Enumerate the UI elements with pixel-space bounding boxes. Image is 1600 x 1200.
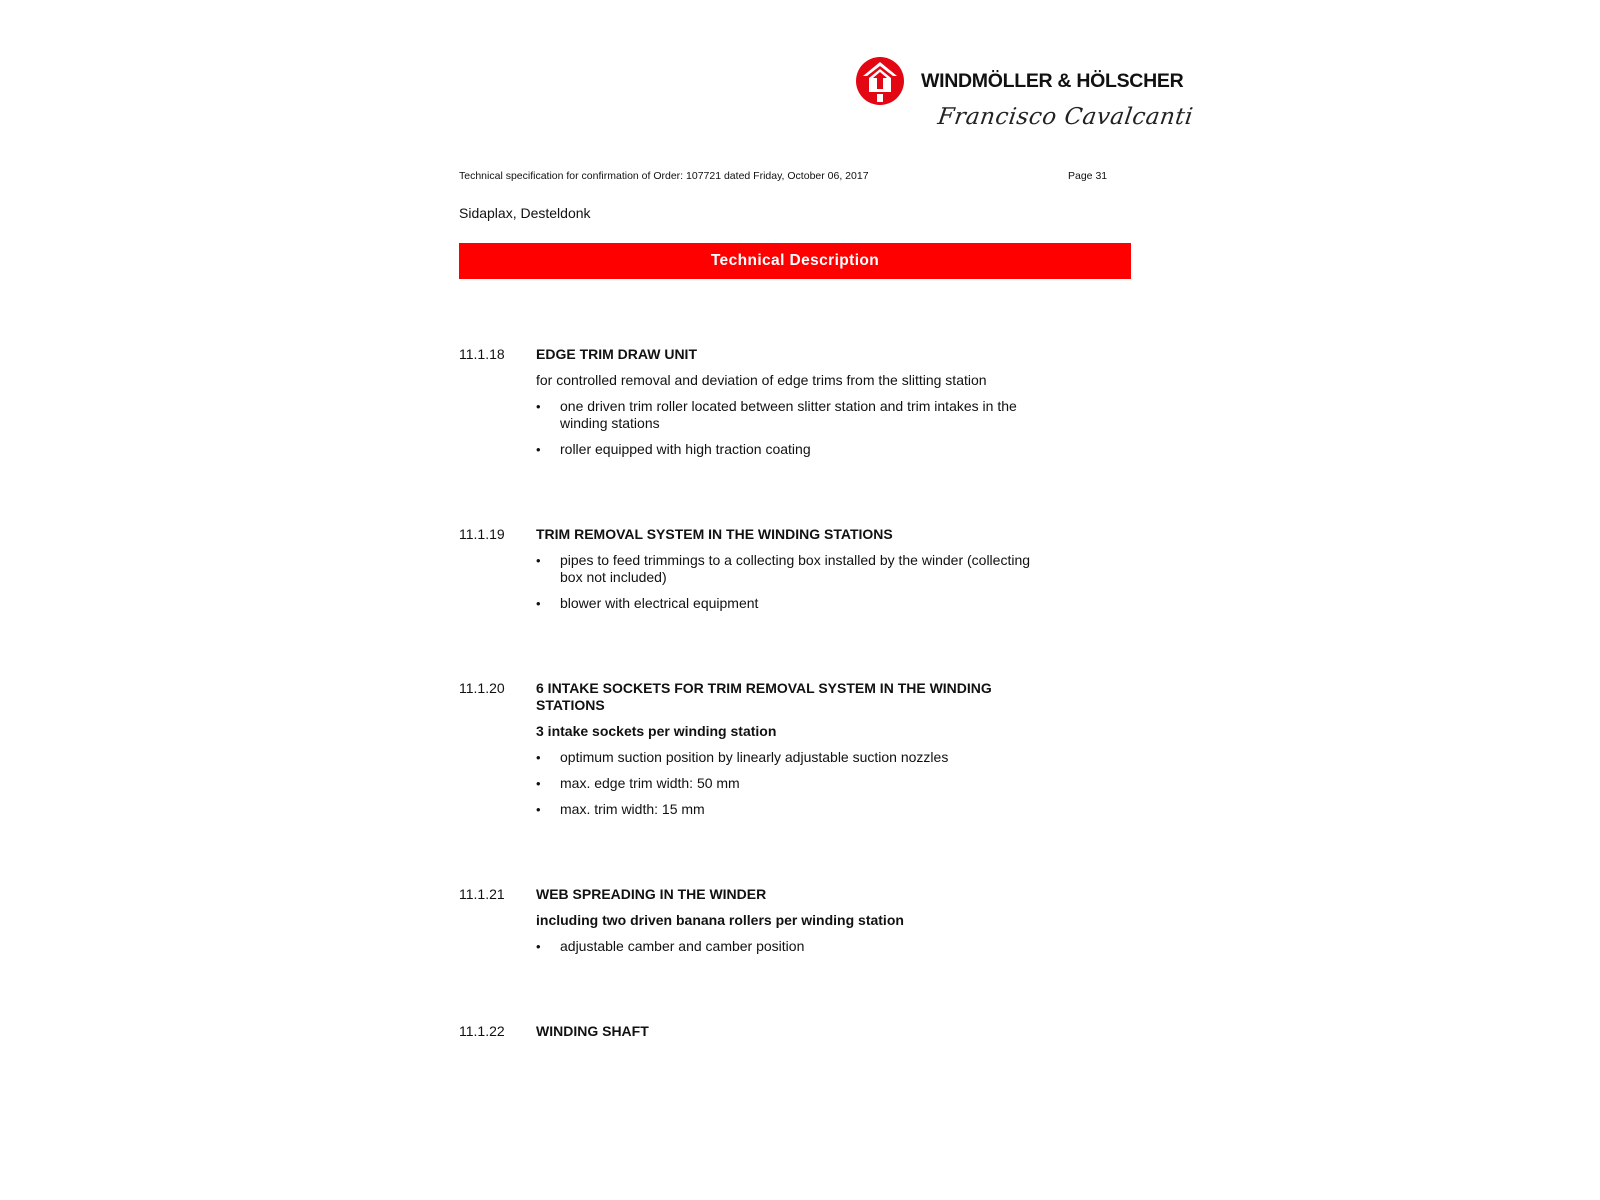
bullet-item: • max. edge trim width: 50 mm xyxy=(536,775,1036,792)
section-title: TRIM REMOVAL SYSTEM IN THE WINDING STATIONS xyxy=(536,526,893,542)
spec-section xyxy=(459,1023,1079,1040)
section-number: 11.1.19 xyxy=(459,526,505,542)
banner-title: Technical Description xyxy=(710,252,880,269)
section-title: WINDING SHAFT xyxy=(536,1023,649,1039)
bullet-list xyxy=(536,938,1036,955)
wh-house-logo-icon xyxy=(855,56,905,106)
spec-section xyxy=(459,526,1079,612)
section-title: EDGE TRIM DRAW UNIT xyxy=(536,346,697,362)
company-name: WINDMÖLLER & HÖLSCHER xyxy=(921,70,1184,92)
spec-section xyxy=(459,346,1079,458)
bullet-list xyxy=(536,398,1036,458)
spec-sections xyxy=(459,346,1079,1040)
section-number: 11.1.20 xyxy=(459,680,505,696)
order-reference: Technical specification for confirmation of Order: 107721 dated Friday, October 06, 2017 xyxy=(459,170,869,182)
section-body xyxy=(536,886,1036,955)
spec-section xyxy=(459,886,1079,955)
section-title: 6 INTAKE SOCKETS FOR TRIM REMOVAL SYSTEM IN THE WINDING STATIONS xyxy=(536,680,992,713)
bullet-list xyxy=(536,749,1036,818)
section-body xyxy=(536,526,1036,612)
spec-section xyxy=(459,680,1079,818)
section-number: 11.1.22 xyxy=(459,1023,505,1039)
section-subtitle: 3 intake sockets per winding station xyxy=(536,723,777,739)
page-number: Page 31 xyxy=(1068,170,1108,182)
section-number: 11.1.21 xyxy=(459,886,505,902)
section-body xyxy=(536,680,1036,818)
bullet-item: • one driven trim roller located between slitter station and trim intakes in the winding stations xyxy=(536,398,1036,432)
section-subtitle: for controlled removal and deviation of edge trims from the slitting station xyxy=(536,372,987,388)
section-body xyxy=(536,346,1036,458)
bullet-item: • roller equipped with high traction coating xyxy=(536,441,1036,458)
section-body xyxy=(536,1023,1036,1040)
bullet-item: • optimum suction position by linearly adjustable suction nozzles xyxy=(536,749,1036,766)
bullet-item: • blower with electrical equipment xyxy=(536,595,1036,612)
bullet-item: • max. trim width: 15 mm xyxy=(536,801,1036,818)
section-title: WEB SPREADING IN THE WINDER xyxy=(536,886,767,902)
bullet-item: • adjustable camber and camber position xyxy=(536,938,1036,955)
section-banner xyxy=(459,243,1131,279)
bullet-list xyxy=(536,552,1036,612)
signature: Francisco Cavalcanti xyxy=(936,104,1195,130)
customer-name: Sidaplax, Desteldonk xyxy=(459,205,591,221)
section-subtitle: including two driven banana rollers per winding station xyxy=(536,912,904,928)
section-number: 11.1.18 xyxy=(459,346,505,362)
bullet-item: • pipes to feed trimmings to a collecting box installed by the winder (collecting box not included) xyxy=(536,552,1036,586)
